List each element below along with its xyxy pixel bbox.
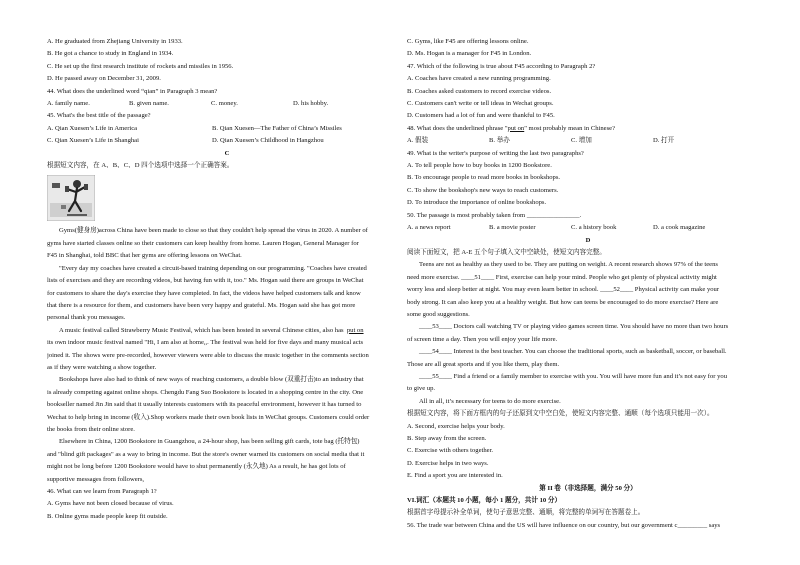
option-c: C. 增加 bbox=[571, 137, 592, 145]
fill-instructions: 根据短文内容，将下面方框内的句子还原到文中空白处，使短文内容完整、通顺（每个选项只能用一次）。 bbox=[407, 410, 714, 418]
question-50: 50. The passage is most probably taken from ________________. bbox=[407, 211, 582, 219]
passage-line: its own indoor music festival named "Hi, I am also at home,,. The festival was held for five days and many musical acts bbox=[47, 339, 364, 347]
question-47: 47. Which of the following is true about F45 according to Paragraph 2? bbox=[407, 62, 596, 70]
question-44: 44. What does the underlined word “qian” in Paragraph 3 mean? bbox=[47, 87, 218, 95]
question-48 bbox=[407, 123, 769, 135]
option-c: C. money. bbox=[211, 100, 238, 108]
option-b: B. Online gyms made people keep fit outside. bbox=[47, 512, 168, 520]
passage-line-with-underline bbox=[47, 325, 407, 337]
passage-line: as if they were watching a show together. bbox=[47, 363, 157, 371]
question-49: 49. What is the writer's purpose of writing the last two paragraphs? bbox=[407, 149, 584, 157]
passage-line: is already competing against online shops. Chengdu Fang Suo Bookstore is located in a shopping centre in the city. One bbox=[47, 388, 364, 396]
passage-line: body strong. It can also keep you at a healthy weight. But how can teens be encouraged to do more exercise? Here are bbox=[407, 298, 719, 306]
option-c: C. To show the bookshop's new ways to reach customers. bbox=[407, 186, 559, 194]
passage-line: supportive messages from followers, bbox=[47, 475, 145, 483]
question-48-pre: 48. What does the underlined phrase " bbox=[407, 124, 508, 132]
option-b: B. given name. bbox=[129, 100, 169, 108]
passage-line: ____53____ Doctors call watching TV or playing video games screen time. You should have no more than two hours bbox=[419, 323, 729, 331]
passage-line: personal thank you messages. bbox=[47, 314, 126, 322]
passage-text: A music festival called Strawberry Music Festival, which has been hosted in several Chinese cities, also has bbox=[59, 326, 344, 334]
option-d: D. Ms. Hogan is a manager for F45 in London. bbox=[407, 50, 532, 58]
option-b: B. Step away from the screen. bbox=[407, 435, 487, 442]
passage-line: the books from their online store. bbox=[47, 425, 135, 433]
passage-line: ____54____ Interest is the best teacher. You can choose the traditional sports, such as basketball, soccer, or baseball. bbox=[419, 348, 727, 356]
passage-line: of screen time a day. Then you will enjoy your life more. bbox=[407, 335, 558, 343]
option-a: A. Gyms have not been closed because of virus. bbox=[47, 500, 174, 508]
option-c: C. Qian Xuesen’s Life in Shanghai bbox=[47, 137, 139, 145]
question-45-options-row1 bbox=[47, 123, 407, 135]
option-a: A. family name. bbox=[47, 100, 90, 108]
passage-line: Those are all great sports and if you like them, play them. bbox=[407, 360, 560, 368]
passage-c bbox=[47, 225, 407, 486]
option-d: D. a cook magazine bbox=[653, 224, 706, 232]
option-line: D. He passed away on December 31, 2009. bbox=[47, 75, 161, 83]
passage-line: "Every day my coaches have created a circuit-based training depending on our programming. "Coaches have created bbox=[59, 264, 367, 272]
vocabulary-instructions: 根据首字母提示补全单词，使句子意思完整、通顺，将完整的单词写在答题卷上。 bbox=[407, 509, 645, 517]
passage-line: need more exercise. ____51____ First, exercise can help your mind. People who get plenty of physical activity might bbox=[407, 273, 717, 281]
passage-line: Elsewhere in China, 1200 Bookstore in Guangzhou, a 24-hour shop, has been selling gift cards, tote bag (托特包) bbox=[59, 438, 360, 446]
section-c-heading: C bbox=[224, 149, 230, 157]
option-d: D. Exercise helps in two ways. bbox=[407, 459, 489, 467]
question-56: 56. The trade war between China and the US will have influence on our country, but our government c_________ says bbox=[407, 521, 721, 529]
left-column bbox=[47, 36, 407, 523]
passage-line: to give up. bbox=[407, 385, 436, 393]
question-44-options bbox=[47, 98, 407, 110]
underlined-phrase: put on bbox=[507, 124, 525, 132]
option-a: A. Coaches have created a new running programming. bbox=[407, 75, 551, 83]
question-46: 46. What can we learn from Paragraph 1? bbox=[47, 488, 157, 495]
section-d-instructions: 阅读下面短文，把 A-E 五个句子填入文中空缺处，使短文内容完整。 bbox=[407, 248, 606, 256]
section-d-heading: D bbox=[585, 236, 591, 244]
option-a: A. Qian Xuesen’s Life in America bbox=[47, 124, 138, 132]
option-d: D. Qian Xuesen’s Childhood in Hangzhou bbox=[212, 137, 324, 145]
question-45: 45. What's the best title of the passage? bbox=[47, 112, 151, 120]
option-c: C. a history book bbox=[571, 224, 617, 232]
option-line: A. He graduated from Zhejiang University in 1933. bbox=[47, 38, 183, 45]
passage-line: joined it. The shows were pre-recorded, however viewers were able to discuss the music together in the comments section bbox=[47, 351, 369, 359]
option-d: D. his hobby. bbox=[293, 100, 329, 108]
passage-line: All in all, it’s necessary for teens to do more exercise. bbox=[419, 397, 561, 405]
question-45-options-row2 bbox=[47, 135, 407, 147]
question-50-options bbox=[407, 222, 769, 234]
passage-line: ____55____ Find a friend or a family member to exercise with you. You will have more fun and it’s not easy for you bbox=[419, 372, 728, 380]
option-line: B. He got a chance to study in England in 1934. bbox=[47, 50, 174, 58]
option-a: A. a news report bbox=[407, 224, 451, 232]
gym-person-icon bbox=[47, 175, 95, 221]
question-48-post: " most probably mean in Chinese? bbox=[524, 124, 615, 132]
passage-line: Gyms(健身房)across China have been made to close so that they couldn't help spread the virus in 2020. A number of bbox=[59, 227, 368, 235]
passage-line: might not be long before 1200 Bookstore would have to shut permanently (永久地) As a result, he has got lots of bbox=[47, 463, 346, 471]
option-b: B. To encourage people to read more books in bookshops. bbox=[407, 174, 561, 182]
option-d: D. Customers had a lot of fun and were thankful to F45. bbox=[407, 112, 555, 120]
option-d: D. 打开 bbox=[653, 137, 675, 145]
option-c: C. Gyms, like F45 are offering lessons online. bbox=[407, 38, 529, 45]
right-column bbox=[407, 36, 769, 532]
option-d: D. To introduce the importance of online bookshops. bbox=[407, 199, 547, 207]
passage-line: Teens are not as healthy as they used to be. They are putting on weight. A recent research shows 97% of the teens bbox=[419, 261, 718, 269]
option-a: A. Second, exercise helps your body. bbox=[407, 422, 505, 430]
option-c: C. Exercise with others together. bbox=[407, 447, 494, 455]
underlined-phrase: put on bbox=[346, 326, 364, 334]
option-b: B. a movie poster bbox=[489, 224, 536, 232]
question-48-options bbox=[407, 135, 769, 147]
passage-line: Bookshops have also had to think of new ways of reaching customers, a double blow (双重打击)to an industry that bbox=[59, 376, 364, 384]
passage-line: lists of exercises and they are recording videos, but having fun with it, too." Ms. Hogan said there are groups in WeChat bbox=[47, 277, 364, 285]
gym-illustration bbox=[47, 175, 95, 221]
passage-line: that there is a resource for them, and customers have been very happy and grateful. Ms. Hogan said she has got more bbox=[47, 301, 356, 309]
option-line: C. He set up the first research institute of rockets and missiles in 1956. bbox=[47, 62, 234, 70]
passage-line: bookseller named Jin Jin said that it usually interests customers with its peaceful environment, however it has turned to bbox=[47, 401, 362, 409]
passage-line: and "blind gift packages" as a way to bring in income. But the store's owner warned its customers on social media that it bbox=[47, 450, 365, 458]
option-c: C. Customers can't write or tell ideas in Wechat groups. bbox=[407, 100, 554, 108]
section-c-instructions: 根据短文内容，在 A、B、C、D 四个选项中选择一个正确答案。 bbox=[47, 162, 234, 170]
passage-d bbox=[407, 259, 769, 408]
passage-line: F45 in Shanghai, told BBC that her gyms are offering lessons on WeChat. bbox=[47, 252, 242, 260]
vocabulary-title: VI.词汇（本题共 10 小题，每小 1 题分，共计 10 分） bbox=[407, 497, 562, 505]
passage-line: for customers to share the day's exercise they have completed. In fact, the videos have helped customers talk and know bbox=[47, 289, 361, 297]
part-2-title: 第 II 卷（非选择题，满分 50 分） bbox=[539, 484, 637, 492]
option-a: A. 假装 bbox=[407, 137, 429, 145]
passage-line: Wechat to help bring in income (收入).Shop workers made their own book lists in WeChat groups. Customers could order bbox=[47, 413, 370, 421]
option-e: E. Find a sport you are interested in. bbox=[407, 472, 503, 480]
passage-line: worry less and sleep better at night. You may even learn better in school. ____52____ Physical activity can make your bbox=[407, 286, 720, 294]
option-b: B. Qian Xuesen—The Father of China’s Missiles bbox=[212, 124, 342, 132]
passage-line: gyms have started classes online so their customers can keep healthy from home. Lauren Hogan, General Manager for bbox=[47, 239, 359, 247]
passage-line: some good suggestions. bbox=[407, 310, 470, 318]
option-b: B. 举办 bbox=[489, 137, 510, 145]
option-b: B. Coaches asked customers to record exercise videos. bbox=[407, 87, 552, 95]
option-a: A. To tell people how to buy books in 1200 Bookstore. bbox=[407, 162, 552, 170]
